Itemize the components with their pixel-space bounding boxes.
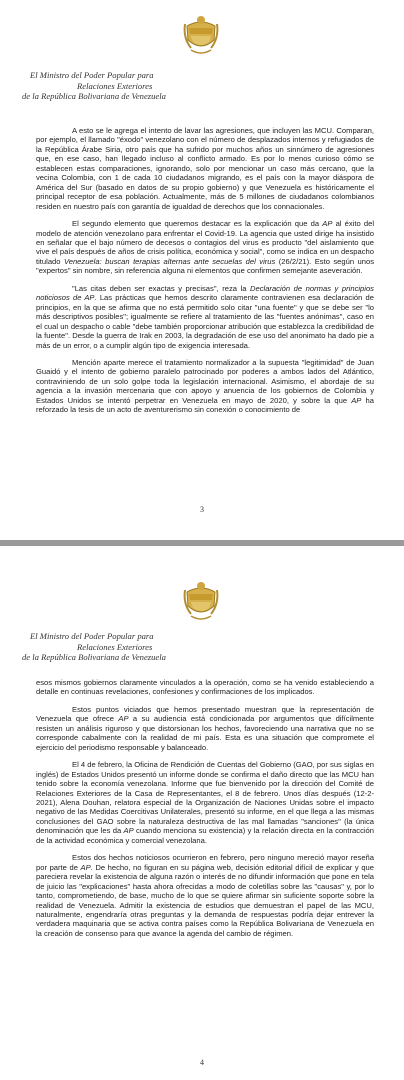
- letterhead-line-1: El Ministro del Poder Popular para: [30, 70, 154, 80]
- letterhead-line-2: Relaciones Exteriores: [77, 80, 153, 91]
- coat-of-arms-icon: [181, 10, 221, 56]
- paragraph: Estos dos hechos noticiosos ocurrieron en febrero, pero ninguno mereció mayor reseña por parte de AP. De hecho, no figuran en su página web, decisión editorial difícil de explicar y que pareciera revelar la existencia de alguna razón o interés de no difundir información que pone en tela de juicio las "explicaciones" hasta ahora ofrecidas a modo de coletillas sobre las "causas" y, por lo tanto, comprometiendo, de base, mucho de lo que se quiere afirmar sin suficiente soporte sobre la realidad de Venezuela. Admitir la existencia de estudios que demuestran el papel de las MCU, naturalmente, engendraría otras preguntas y la demanda de respuestas podría dejar entrever la verdadera maquinaria que se activa contra países como la República Bolivariana de Venezuela en la creación de consenso para que avance la agenda del cambio de régimen.: [36, 853, 374, 938]
- coat-of-arms-icon: [181, 576, 221, 622]
- letterhead: [22, 70, 242, 102]
- page-body: [36, 126, 374, 423]
- letterhead-line-2: Relaciones Exteriores: [77, 641, 153, 652]
- letterhead: [22, 631, 242, 663]
- paragraph: "Las citas deben ser exactas y precisas", reza la Declaración de normas y principios noticiosos de AP. Las prácticas que hemos descrito claramente contravienen esa declaración de principios, en la que se afirma que no está permitido solo citar "una fuente" y que se debe ser "lo más descriptivos posibles"; igualmente se refiere al tratamiento de las "fuentes anónimas", caso en el cual un despacho o cable "debe también proporcionar atribución que establezca la credibilidad de la fuente". Desde la guerra de Irak en 2003, la degradación de ese uso del anonimato ha dado pie a más de un error, o a cumplir algún tipo de exigencia interesada.: [36, 283, 374, 350]
- document-page-4: [0, 546, 404, 1080]
- paragraph: El segundo elemento que queremos destacar es la explicación que da AP al éxito del modelo de atención venezolano para enfrentar el Covid-19. La agencia que usted dirige ha insistido en señalar que el bajo número de decesos o contagios del virus es producto "del aislamiento que vive el país después de años de crisis política, económica y social", como se indica en un despacho titulado Venezuela: buscan terapias alternas ante secuelas del virus (26/2/21). Esto según unos "expertos" sin nombre, sin referencia alguna ni elementos que confirmen semejante aseveración.: [36, 219, 375, 276]
- page-body: [36, 678, 374, 946]
- paragraph: Estos puntos viciados que hemos presentado muestran que la representación de Venezuela que ofrece AP a su audiencia está condicionada por argumentos que difícilmente resisten un análisis riguroso y que distorsionan los hechos, favoreciendo una narrativa que no se corresponde cabalmente con la realidad de mi país. Esta es una situación que compromete el ejercicio del periodismo responsable y balanceado.: [36, 704, 374, 752]
- paragraph: El 4 de febrero, la Oficina de Rendición de Cuentas del Gobierno (GAO, por sus siglas en inglés) de Estados Unidos presentó un informe donde se confirma el daño directo que las MCU han tenido sobre la economía venezolana. Informe que fue bienvenido por la dirección del Comité de Relaciones Exteriores de la Casa de Representantes, el 8 de febrero. Unos días después (12-2-2021), Alena Douhan, relatora especial de la Organización de Naciones Unidas sobre el impacto negativo de las Medidas Coercitivas Unilaterales, presentó su informe, en el que llega a las mismas conclusiones del GAO sobre la naturaleza destructiva de las mal llamadas "sanciones" (la única denominación que les da AP cuando menciona su existencia) y la relación directa en la contracción de la actividad económica y comercial venezolana.: [36, 760, 374, 845]
- page-number: 3: [200, 505, 204, 514]
- paragraph: A esto se le agrega el intento de lavar las agresiones, que incluyen las MCU. Comparan, por ejemplo, el llamado "éxodo" venezolano con el número de desplazados internos y refugiados de la República Árabe Siria, otro país que ha sufrido por muchos años un sinnúmero de agresiones que, en ese caso, han llegado incluso al conflicto armado. Es por lo menos curioso cómo se establecen estas comparaciones, ignorando, solo por mencionar un caso más cercano, que la vecina Colombia, con 1 de cada 10 ciudadanos migrando, es el país con la mayor diáspora de América del Sur (basado en datos de su propio gobierno) y que Venezuela es históricamente el principal receptor de esa población. Actualmente, más de 5 millones de ciudadanos colombianos residen en nuestro país con garantía de igualdad de derechos que los connacionales.: [36, 126, 374, 211]
- paragraph: Mención aparte merece el tratamiento normalizador a la supuesta "legitimidad" de Juan Guaidó y el intento de gobierno paralelo patrocinado por poderes a ambos lados del Atlántico, contraviniendo de un solo golpe toda la legislación internacional. Asimismo, el abordaje de su agencia a la invasión mercenaria que con apoyo y anuencia de los gobiernos de Colombia y Estados Unidos se intentó perpetrar en Venezuela en mayo de 2020, y sobre la que AP ha reforzado la tesis de un acto de aventurerismo sin conexión o conocimiento de: [36, 357, 375, 415]
- letterhead-line-3: de la República Bolivariana de Venezuela: [22, 91, 166, 101]
- paragraph: esos mismos gobiernos claramente vinculados a la operación, como se ha venido estableciendo a detalle en continuas revelaciones, confesiones y confirmaciones de los implicados.: [36, 678, 374, 697]
- letterhead-line-3: de la República Bolivariana de Venezuela: [22, 652, 166, 662]
- letterhead-line-1: El Ministro del Poder Popular para: [30, 631, 154, 641]
- page-number: 4: [200, 1058, 204, 1067]
